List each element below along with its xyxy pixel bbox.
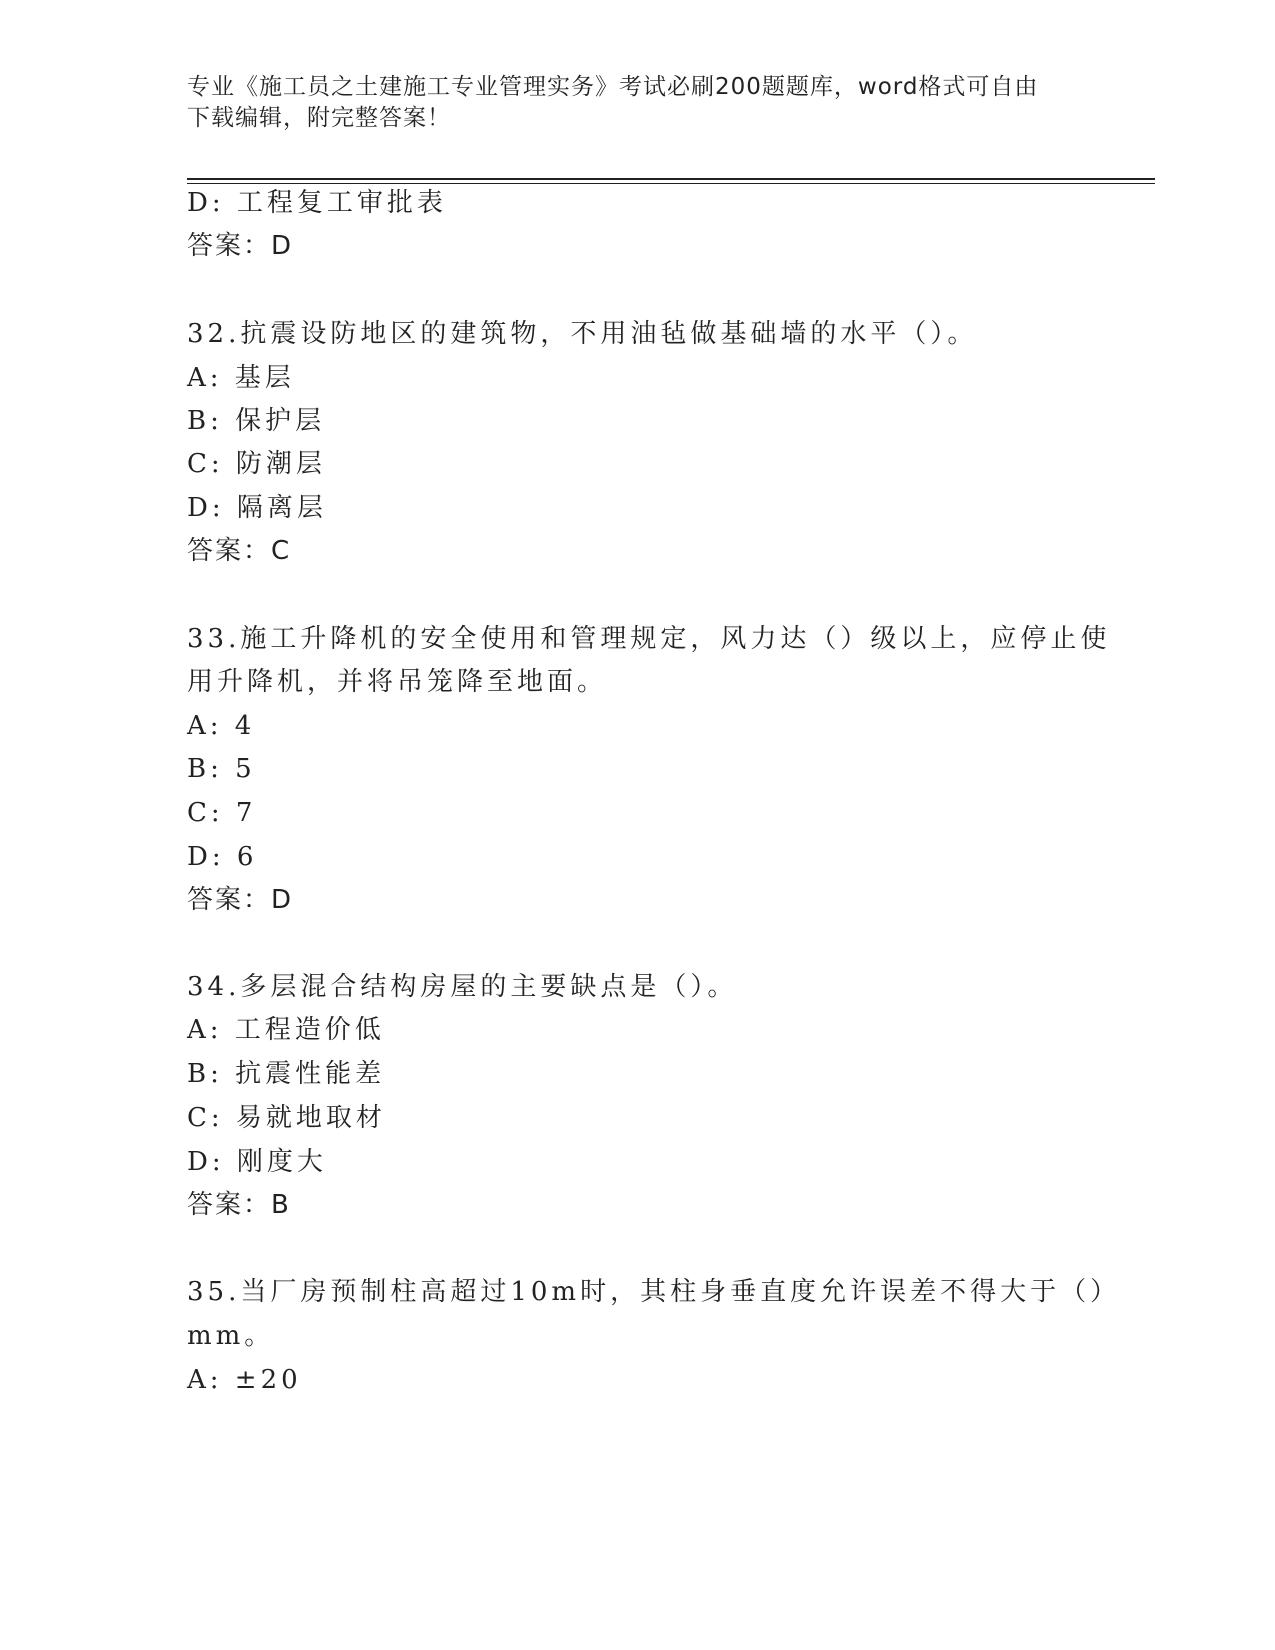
- q32-option-c: C: 防潮层: [187, 449, 326, 479]
- q35-stem-line-1: 35.当厂房预制柱高超过10m时，其柱身垂直度允许误差不得大于（）: [187, 1277, 1121, 1307]
- q32-stem: 32.抗震设防地区的建筑物，不用油毡做基础墙的水平（）。: [187, 319, 978, 349]
- q32-option-d: D: 隔离层: [187, 493, 327, 523]
- q33-stem-line-1: 33.施工升降机的安全使用和管理规定，风力达（）级以上，应停止使: [187, 624, 1111, 654]
- q33-option-c: C: 7: [187, 798, 257, 828]
- document-header: [187, 72, 1087, 134]
- header-divider-thick: [187, 178, 1155, 180]
- q33-option-d: D: 6: [187, 842, 258, 872]
- q33-option-b: B: 5: [187, 754, 256, 784]
- prev-option-d: D: 工程复工审批表: [187, 188, 447, 218]
- prev-answer: 答案：D: [187, 231, 294, 261]
- q32-option-a: A: 基层: [187, 363, 295, 393]
- q35-stem-line-2: mm。: [187, 1321, 275, 1351]
- q32-option-b: B: 保护层: [187, 406, 326, 436]
- header-divider-thin: [187, 183, 1155, 184]
- q33-option-a: A: 4: [187, 711, 256, 741]
- q34-answer: 答案：B: [187, 1190, 291, 1220]
- q34-option-a: A: 工程造价低: [187, 1015, 385, 1045]
- q34-stem: 34.多层混合结构房屋的主要缺点是（）。: [187, 972, 738, 1002]
- q34-option-c: C: 易就地取材: [187, 1103, 386, 1133]
- q34-option-d: D: 刚度大: [187, 1147, 327, 1177]
- header-line-2: 下载编辑，附完整答案！: [187, 105, 451, 131]
- q33-stem-line-2: 用升降机，并将吊笼降至地面。: [187, 667, 608, 697]
- q33-answer: 答案：D: [187, 885, 294, 915]
- q32-answer: 答案：C: [187, 536, 292, 566]
- header-line-1: 专业《施工员之土建施工专业管理实务》考试必刷200题题库，word格式可自由: [187, 74, 1039, 100]
- q35-option-a: A: ±20: [187, 1365, 302, 1395]
- q34-option-b: B: 抗震性能差: [187, 1059, 386, 1089]
